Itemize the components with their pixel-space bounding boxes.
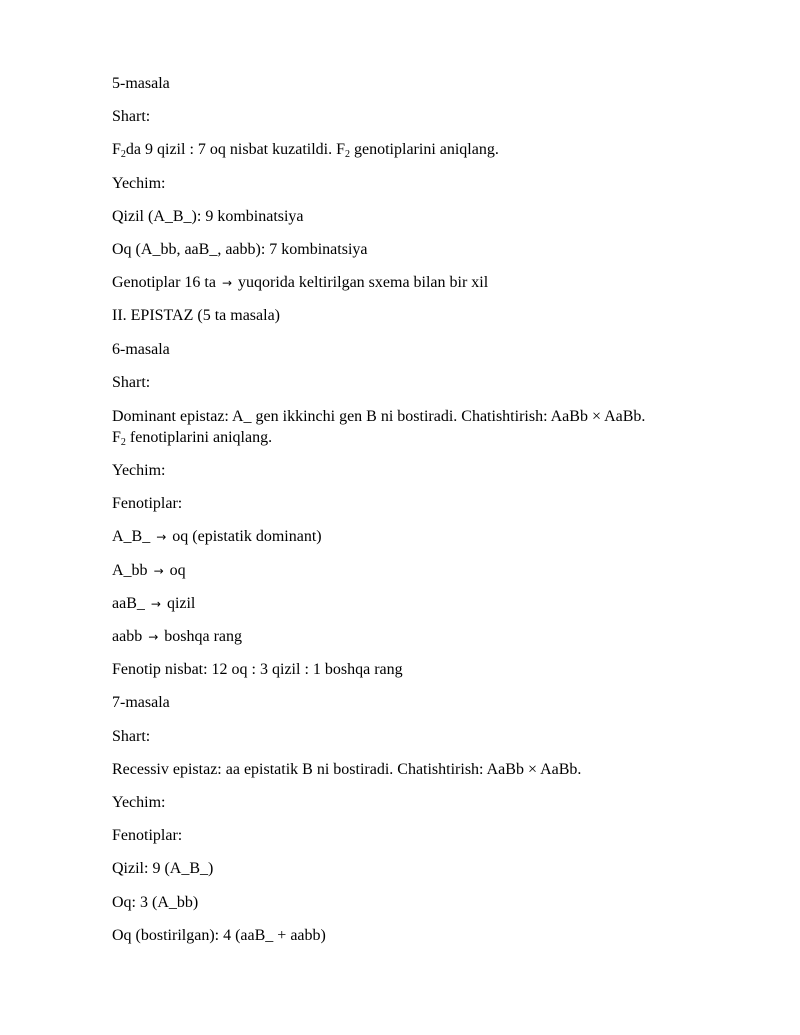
condition-label: Shart:	[112, 373, 151, 391]
paragraph: aabb → boshqa rang	[112, 628, 243, 645]
phenotypes-label: Fenotiplar:	[112, 827, 183, 845]
solution-label: Yechim:	[112, 174, 166, 192]
paragraph: Oq (bostirilgan): 4 (aaB_ + aabb)	[112, 926, 326, 944]
problem-heading: 7-masala	[112, 694, 170, 712]
right-arrow-icon: →	[156, 530, 167, 545]
solution-label: Yechim:	[112, 793, 166, 811]
paragraph: aaB_ → qizil	[112, 594, 196, 612]
document-body	[112, 74, 732, 959]
right-arrow-icon: →	[153, 563, 164, 578]
solution-label: Yechim:	[112, 462, 166, 480]
paragraph: Oq (A_bb, aaB_, aabb): 7 kombinatsiya	[112, 240, 368, 258]
problem-heading: 5-masala	[112, 75, 170, 92]
right-arrow-icon: →	[221, 276, 233, 291]
phenotypes-label: Fenotiplar:	[112, 495, 183, 513]
paragraph: Qizil (A_B_): 9 kombinatsiya	[112, 207, 304, 225]
paragraph: Fenotip nisbat: 12 oq : 3 qizil : 1 boshqa rang	[112, 661, 403, 679]
paragraph: Recessiv epistaz: aa epistatik B ni bostiradi. Chatishtirish: AaBb × AaBb.	[112, 760, 582, 778]
right-arrow-icon: →	[148, 630, 159, 644]
paragraph: $F_2da$ 9 qizil : 7 oq nisbat kuzatildi. $F_2$ genotiplarini aniqlang.	[112, 141, 499, 161]
condition-label: Shart:	[112, 727, 151, 745]
right-arrow-icon: →	[150, 596, 161, 611]
problem-heading: 6-masala	[112, 340, 170, 358]
paragraph: Genotiplar 16 ta → yuqorida keltirilgan sxema bilan bir xil	[112, 274, 489, 292]
condition-label: Shart:	[112, 108, 151, 126]
paragraph: Oq: 3 (A_bb)	[112, 893, 199, 911]
paragraph: Qizil: 9 (A_B_)	[112, 860, 214, 878]
paragraph: A_B_ → oq (epistatik dominant)	[112, 528, 322, 546]
paragraph: Dominant epistaz: A_ gen ikkinchi gen B ni bostiradi. Chatishtirish: AaBb × AaBb. $F_2$ fenotiplarini aniqlang.	[112, 407, 646, 448]
paragraph: A_bb → oq	[112, 561, 186, 579]
section-heading: II. EPISTAZ (5 ta masala)	[112, 307, 280, 325]
